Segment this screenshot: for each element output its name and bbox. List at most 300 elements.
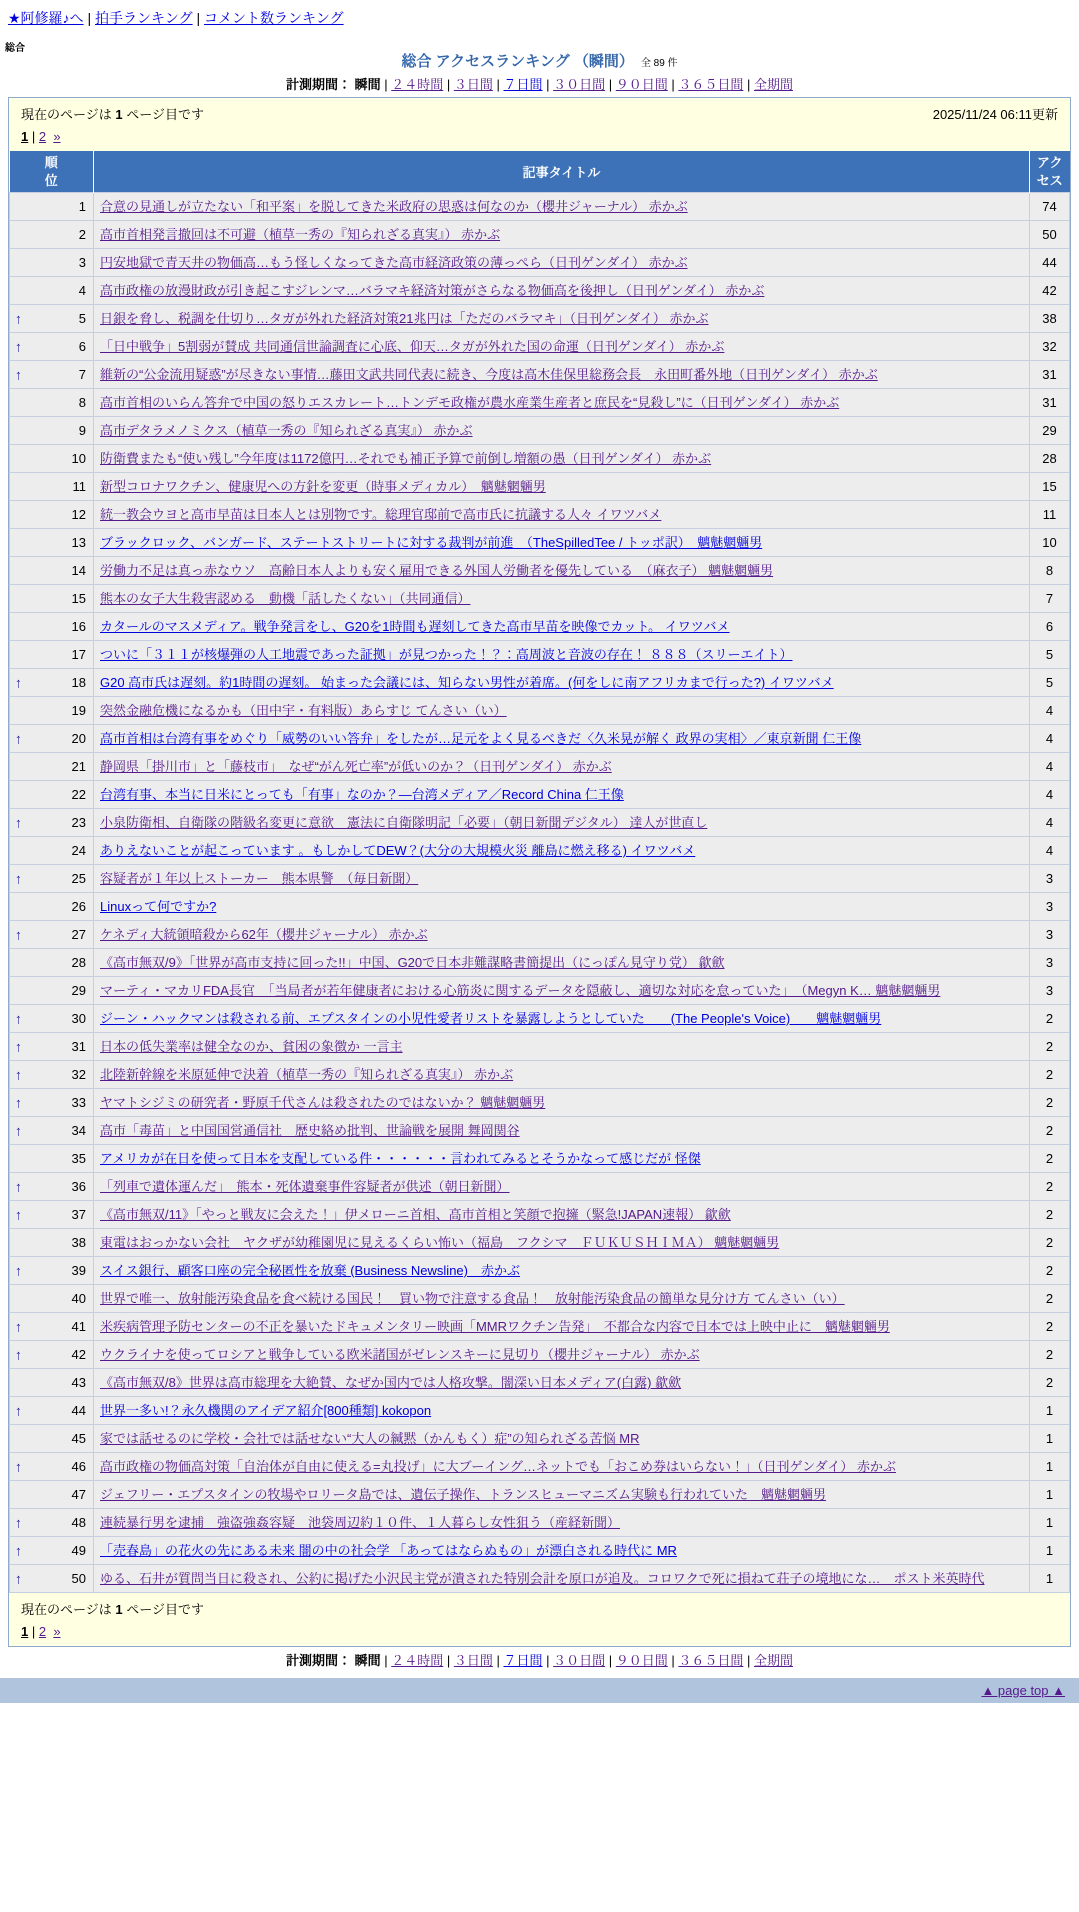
access-cell: 2 bbox=[1030, 1145, 1070, 1173]
rank-number: 37 bbox=[71, 1207, 86, 1223]
article-link[interactable]: ジーン・ハックマンは殺される前、エプスタインの小児性愛者リストを暴露しようとしていた (The People's Voice) 魑魅魍魎男 bbox=[100, 1011, 882, 1027]
rank-number: 10 bbox=[71, 451, 86, 467]
rank-cell bbox=[10, 949, 94, 977]
title-cell bbox=[94, 893, 1030, 921]
access-cell: 1 bbox=[1030, 1509, 1070, 1537]
article-link[interactable]: 「列車で遺体運んだ」 熊本・死体遺棄事件容疑者が供述（朝日新聞） bbox=[100, 1179, 510, 1195]
article-link[interactable]: 日本の低失業率は健全なのか、貧困の象徴か 一言主 bbox=[100, 1039, 403, 1055]
page-info-suffix: ページ目です bbox=[126, 107, 204, 122]
article-link[interactable]: 北陸新幹線を米原延伸で決着（植草一秀の『知られざる真実』） 赤かぶ bbox=[100, 1067, 514, 1083]
rank-cell bbox=[10, 1313, 94, 1341]
page-title-text: 総合 アクセスランキング （瞬間） bbox=[401, 53, 634, 70]
period-link[interactable]: ３日間 bbox=[453, 1653, 493, 1669]
access-cell: 3 bbox=[1030, 921, 1070, 949]
rank-cell bbox=[10, 865, 94, 893]
access-cell: 4 bbox=[1030, 753, 1070, 781]
title-cell bbox=[94, 221, 1030, 249]
title-cell bbox=[94, 725, 1030, 753]
rank-number: 23 bbox=[71, 815, 86, 831]
access-cell: 2 bbox=[1030, 1341, 1070, 1369]
article-link[interactable]: 台湾有事、本当に日米にとっても「有事」なのか？―台湾メディア／Record China 仁王像 bbox=[100, 787, 624, 803]
rank-cell bbox=[10, 473, 94, 501]
article-link[interactable]: 「日中戦争」5割弱が賛成 共同通信世論調査に心底、仰天…タガが外れた国の命運（日刊ゲンダイ） 赤かぶ bbox=[100, 339, 725, 355]
access-cell: 3 bbox=[1030, 865, 1070, 893]
title-cell bbox=[94, 1005, 1030, 1033]
article-link[interactable]: ウクライナを使ってロシアと戦争している欧米諸国がゼレンスキーに見切り（櫻井ジャーナル） 赤かぶ bbox=[100, 1347, 700, 1363]
title-cell bbox=[94, 669, 1030, 697]
access-cell: 3 bbox=[1030, 977, 1070, 1005]
separator: | bbox=[743, 1653, 754, 1669]
up-arrow-icon: ↑ bbox=[15, 1570, 22, 1587]
table-row bbox=[10, 641, 1070, 669]
period-link[interactable]: ３０日間 bbox=[553, 77, 606, 92]
period-bar-top bbox=[0, 71, 1079, 97]
rank-cell bbox=[10, 613, 94, 641]
article-link[interactable]: 高市政権の物価高対策「自治体が自由に使える=丸投げ」に大ブーイング…ネットでも「おこめ券はいらない！」（日刊ゲンダイ） 赤かぶ bbox=[100, 1459, 897, 1475]
page-info bbox=[21, 1599, 204, 1618]
access-cell: 4 bbox=[1030, 781, 1070, 809]
access-cell: 5 bbox=[1030, 669, 1070, 697]
rank-number: 9 bbox=[78, 423, 86, 439]
article-link[interactable]: 維新の“公金流用疑惑”が尽きない事情…藤田文武共同代表に続き、今度は高木佳保里総務会長 永田町番外地（日刊ゲンダイ） 赤かぶ bbox=[100, 367, 878, 383]
table-row bbox=[10, 249, 1070, 277]
title-cell bbox=[94, 445, 1030, 473]
article-link[interactable]: ヤマトシジミの研究者・野原千代さんは殺されたのではないか？ 魑魅魍魎男 bbox=[100, 1095, 546, 1111]
rank-number: 16 bbox=[71, 619, 86, 635]
table-row bbox=[10, 1117, 1070, 1145]
title-cell bbox=[94, 1145, 1030, 1173]
page-top-bar bbox=[0, 1678, 1079, 1703]
period-link[interactable]: 全期間 bbox=[754, 77, 794, 92]
up-arrow-icon: ↑ bbox=[15, 1122, 22, 1139]
pagination-current: 1 bbox=[21, 129, 29, 144]
separator: | bbox=[605, 77, 616, 92]
table-row bbox=[10, 949, 1070, 977]
table-row bbox=[10, 1397, 1070, 1425]
rank-cell bbox=[10, 697, 94, 725]
rank-number: 18 bbox=[71, 675, 86, 691]
page-info bbox=[21, 104, 204, 123]
article-link[interactable]: カタールのマスメディア。戦争発言をし、G20を1時間も遅刻してきた高市早苗を映像でカット。 イワツバメ bbox=[100, 619, 730, 635]
title-cell bbox=[94, 1453, 1030, 1481]
ranking-table bbox=[9, 151, 1070, 1593]
table-row bbox=[10, 1257, 1070, 1285]
title-cell bbox=[94, 1229, 1030, 1257]
article-link[interactable]: 統一教会ウヨと高市早苗は日本人とは別物です。総理官邸前で高市氏に抗議する人々 イワツバメ bbox=[100, 507, 662, 523]
article-link[interactable]: 小泉防衛相、自衛隊の階級名変更に意欲 憲法に自衛隊明記「必要」（朝日新聞デジタル） 達人が世直し bbox=[100, 815, 708, 831]
access-cell: 3 bbox=[1030, 893, 1070, 921]
article-link[interactable]: ケネディ大統領暗殺から62年（櫻井ジャーナル） 赤かぶ bbox=[100, 927, 428, 943]
access-cell: 29 bbox=[1030, 417, 1070, 445]
up-arrow-icon: ↑ bbox=[15, 310, 22, 327]
title-cell bbox=[94, 473, 1030, 501]
title-cell bbox=[94, 837, 1030, 865]
rank-number: 3 bbox=[78, 255, 86, 271]
table-header-row bbox=[10, 151, 1070, 193]
title-cell bbox=[94, 641, 1030, 669]
article-link[interactable]: 《高市無双/8》世界は高市総理を大絶賛、なぜか国内では人格攻撃。闇深い日本メディア(白露) 歙歛 bbox=[100, 1375, 682, 1391]
period-link[interactable]: ３０日間 bbox=[553, 1653, 606, 1669]
rank-cell bbox=[10, 893, 94, 921]
nav-link[interactable]: コメント数ランキング bbox=[204, 10, 344, 26]
rank-cell bbox=[10, 921, 94, 949]
title-cell bbox=[94, 557, 1030, 585]
pagination-link[interactable]: » bbox=[53, 129, 61, 144]
col-header-access bbox=[1030, 151, 1070, 193]
up-arrow-icon: ↑ bbox=[15, 926, 22, 943]
rank-number: 27 bbox=[71, 927, 86, 943]
access-cell: 31 bbox=[1030, 361, 1070, 389]
rank-cell bbox=[10, 1537, 94, 1565]
table-row bbox=[10, 501, 1070, 529]
article-link[interactable]: 世界で唯一、放射能汚染食品を食べ続ける国民！ 買い物で注意する食品！ 放射能汚染食品の簡単な見分け方 てんさい（い） bbox=[100, 1291, 845, 1307]
article-link[interactable]: 高市首相発言撤回は不可避（植草一秀の『知られざる真実』） 赤かぶ bbox=[100, 227, 501, 243]
pagination-current: 1 bbox=[21, 1624, 29, 1640]
page-top-link[interactable]: ▲ page top ▲ bbox=[981, 1683, 1065, 1699]
access-cell: 1 bbox=[1030, 1537, 1070, 1565]
article-link[interactable]: 容疑者が１年以上ストーカー 熊本県警 （毎日新聞） bbox=[100, 871, 419, 887]
access-cell: 7 bbox=[1030, 585, 1070, 613]
title-cell bbox=[94, 501, 1030, 529]
article-link[interactable]: 高市デタラメノミクス（植草一秀の『知られざる真実』） 赤かぶ bbox=[100, 423, 473, 439]
top-nav bbox=[0, 0, 1079, 33]
table-row bbox=[10, 1509, 1070, 1537]
rank-cell bbox=[10, 1285, 94, 1313]
rank-number: 6 bbox=[78, 339, 86, 355]
separator: | bbox=[542, 1653, 554, 1669]
table-row bbox=[10, 1481, 1070, 1509]
access-cell: 2 bbox=[1030, 1061, 1070, 1089]
up-arrow-icon: ↑ bbox=[15, 1318, 22, 1335]
rank-cell bbox=[10, 977, 94, 1005]
rank-number: 48 bbox=[71, 1515, 86, 1531]
rank-cell bbox=[10, 389, 94, 417]
table-row bbox=[10, 333, 1070, 361]
title-cell bbox=[94, 1397, 1030, 1425]
rank-number: 43 bbox=[71, 1375, 86, 1391]
rank-number: 2 bbox=[78, 227, 86, 243]
title-cell bbox=[94, 1061, 1030, 1089]
article-link[interactable]: 高市首相は台湾有事をめぐり「威勢のいい答弁」をしたが…足元をよく見るべきだ〈久米晃が解く 政界の実相〉／東京新聞 仁王像 bbox=[100, 731, 862, 747]
article-link[interactable]: 家では話せるのに学校・会社では話せない“大人の緘黙（かんもく）症”の知られざる苦悩 MR bbox=[100, 1431, 640, 1447]
article-link[interactable]: ブラックロック、バンガード、ステートストリートに対する裁判が前進 （TheSpilledTee / トッポ訳） 魑魅魍魎男 bbox=[100, 535, 763, 551]
table-row bbox=[10, 809, 1070, 837]
col-header-access-label: アクセス bbox=[1036, 155, 1063, 188]
period-link[interactable]: ３６５日間 bbox=[678, 77, 744, 92]
separator: | bbox=[192, 10, 204, 26]
article-link[interactable]: スイス銀行、顧客口座の完全秘匿性を放棄 (Business Newsline) 赤かぶ bbox=[100, 1263, 520, 1279]
col-header-rank-label: 順位 bbox=[44, 155, 58, 188]
title-cell bbox=[94, 697, 1030, 725]
rank-number: 24 bbox=[71, 843, 86, 859]
page-info-suffix: ページ目です bbox=[126, 1602, 204, 1618]
rank-number: 22 bbox=[71, 787, 86, 803]
article-link[interactable]: 連続暴行男を逮捕 強盗強姦容疑 池袋周辺約１０件、１人暮らし女性狙う（産経新聞） bbox=[100, 1515, 621, 1531]
title-cell bbox=[94, 1117, 1030, 1145]
access-cell: 2 bbox=[1030, 1229, 1070, 1257]
article-link[interactable]: G20 高市氏は遅刻。約1時間の遅刻。 始まった会議には、知らない男性が着席。(何をしに南アフリカまで行った?) イワツバメ bbox=[100, 675, 834, 691]
period-link[interactable]: ３日間 bbox=[453, 77, 493, 92]
table-row bbox=[10, 1173, 1070, 1201]
rank-number: 14 bbox=[71, 563, 86, 579]
rank-cell bbox=[10, 585, 94, 613]
access-cell: 4 bbox=[1030, 697, 1070, 725]
period-link[interactable]: ７日間 bbox=[503, 1653, 543, 1669]
table-row bbox=[10, 221, 1070, 249]
rank-cell bbox=[10, 1369, 94, 1397]
access-cell: 44 bbox=[1030, 249, 1070, 277]
article-link[interactable]: 熊本の女子大生殺害認める 動機「話したくない」（共同通信） bbox=[100, 591, 471, 607]
article-link[interactable]: ついに「３１１が核爆弾の人工地震であった証拠」が見つかった！？：高周波と音波の存在！ ８８８（スリーエイト） bbox=[100, 647, 793, 663]
table-row bbox=[10, 529, 1070, 557]
rank-cell bbox=[10, 1145, 94, 1173]
col-header-rank bbox=[10, 151, 94, 193]
up-arrow-icon: ↑ bbox=[15, 1178, 22, 1195]
rank-number: 8 bbox=[78, 395, 86, 411]
separator: | bbox=[28, 129, 39, 144]
table-row bbox=[10, 1313, 1070, 1341]
article-link[interactable]: 労働力不足は真っ赤なウソ 高齢日本人よりも安く雇用できる外国人労働者を優先している （麻衣子） 魑魅魍魎男 bbox=[100, 563, 774, 579]
rank-number: 31 bbox=[71, 1039, 86, 1055]
access-cell: 1 bbox=[1030, 1565, 1070, 1593]
table-row bbox=[10, 1341, 1070, 1369]
rank-cell bbox=[10, 725, 94, 753]
table-row bbox=[10, 1005, 1070, 1033]
table-row bbox=[10, 753, 1070, 781]
table-row bbox=[10, 697, 1070, 725]
access-cell: 2 bbox=[1030, 1033, 1070, 1061]
period-link[interactable]: ２４時間 bbox=[391, 1653, 444, 1669]
pagination-link[interactable]: 2 bbox=[38, 129, 47, 144]
access-cell: 4 bbox=[1030, 809, 1070, 837]
rank-cell bbox=[10, 445, 94, 473]
rank-number: 45 bbox=[71, 1431, 86, 1447]
title-cell bbox=[94, 1425, 1030, 1453]
nav-link[interactable]: 拍手ランキング bbox=[94, 10, 193, 26]
category-label: 総合 bbox=[5, 43, 25, 54]
up-arrow-icon: ↑ bbox=[15, 338, 22, 355]
rank-number: 36 bbox=[71, 1179, 86, 1195]
table-row bbox=[10, 389, 1070, 417]
page-info-prefix: 現在のページは bbox=[21, 1602, 112, 1618]
access-cell: 10 bbox=[1030, 529, 1070, 557]
access-cell: 1 bbox=[1030, 1453, 1070, 1481]
table-row bbox=[10, 361, 1070, 389]
rank-cell bbox=[10, 1341, 94, 1369]
rank-cell bbox=[10, 669, 94, 697]
table-row bbox=[10, 1425, 1070, 1453]
table-row bbox=[10, 1089, 1070, 1117]
rank-number: 32 bbox=[71, 1067, 86, 1083]
table-row bbox=[10, 417, 1070, 445]
title-cell bbox=[94, 921, 1030, 949]
table-row bbox=[10, 193, 1070, 221]
article-link[interactable]: ありえないことが起こっています 。もしかしてDEW？(大分の大規模火災 離島に燃え移る) イワツバメ bbox=[100, 843, 696, 859]
article-link[interactable]: 「売春島」の花火の先にある未来 闇の中の社会学 「あってはならぬもの」が漂白される時代に MR bbox=[100, 1543, 677, 1559]
table-row bbox=[10, 1369, 1070, 1397]
rank-number: 35 bbox=[71, 1151, 86, 1167]
rank-cell bbox=[10, 753, 94, 781]
title-cell bbox=[94, 613, 1030, 641]
rank-cell bbox=[10, 781, 94, 809]
title-cell bbox=[94, 529, 1030, 557]
access-cell: 11 bbox=[1030, 501, 1070, 529]
rank-number: 7 bbox=[78, 367, 86, 383]
separator: | bbox=[28, 1624, 39, 1640]
rank-cell bbox=[10, 1425, 94, 1453]
rank-cell bbox=[10, 1509, 94, 1537]
title-cell bbox=[94, 249, 1030, 277]
access-cell: 5 bbox=[1030, 641, 1070, 669]
title-cell bbox=[94, 1173, 1030, 1201]
title-cell bbox=[94, 305, 1030, 333]
access-cell: 8 bbox=[1030, 557, 1070, 585]
table-row bbox=[10, 669, 1070, 697]
rank-cell bbox=[10, 1481, 94, 1509]
access-cell: 6 bbox=[1030, 613, 1070, 641]
period-link[interactable]: 全期間 bbox=[754, 1653, 794, 1669]
article-link[interactable]: Linuxって何ですか? bbox=[100, 899, 217, 915]
rank-cell bbox=[10, 1117, 94, 1145]
rank-cell bbox=[10, 529, 94, 557]
article-link[interactable]: 米疾病管理予防センターの不正を暴いたドキュメンタリー映画「MMRワクチン告発」 不都合な内容で日本では上映中止に 魑魅魍魎男 bbox=[100, 1319, 890, 1335]
table-row bbox=[10, 725, 1070, 753]
access-cell: 28 bbox=[1030, 445, 1070, 473]
access-cell: 2 bbox=[1030, 1117, 1070, 1145]
article-link[interactable]: ゆる、石井が質問当日に殺され、公約に掲げた小沢民主党が潰された特別会計を原口が追及。コロワクで死に損ねて荘子の境地にな… ポスト米英時代 bbox=[100, 1571, 985, 1587]
table-row bbox=[10, 445, 1070, 473]
rank-number: 20 bbox=[71, 731, 86, 747]
title-cell bbox=[94, 1313, 1030, 1341]
page-info-number: 1 bbox=[115, 107, 123, 122]
table-row bbox=[10, 1145, 1070, 1173]
title-cell bbox=[94, 1509, 1030, 1537]
article-link[interactable]: アメリカが在日を使って日本を支配している件・・・・・・言われてみるとそうかなって感じだが 怪傑 bbox=[100, 1151, 701, 1167]
separator: | bbox=[492, 1653, 504, 1669]
table-row bbox=[10, 1537, 1070, 1565]
rank-cell bbox=[10, 221, 94, 249]
access-cell: 1 bbox=[1030, 1397, 1070, 1425]
access-cell: 2 bbox=[1030, 1285, 1070, 1313]
article-link[interactable]: 突然金融危機になるかも（田中宇・有料版）あらすじ てんさい（い） bbox=[100, 703, 507, 719]
page-info-number: 1 bbox=[115, 1602, 123, 1618]
article-link[interactable]: 新型コロナワクチン、健康児への方針を変更（時事メディカル） 魑魅魍魎男 bbox=[100, 479, 546, 495]
title-cell bbox=[94, 417, 1030, 445]
up-arrow-icon: ↑ bbox=[15, 1094, 22, 1111]
up-arrow-icon: ↑ bbox=[15, 1010, 22, 1027]
nav-link[interactable]: ★阿修羅♪へ bbox=[8, 10, 84, 26]
access-cell: 32 bbox=[1030, 333, 1070, 361]
access-cell: 50 bbox=[1030, 221, 1070, 249]
article-link[interactable]: 静岡県「掛川市」と「藤枝市」 なぜ“がん死亡率”が低いのか？（日刊ゲンダイ） 赤かぶ bbox=[100, 759, 612, 775]
pagination-link[interactable]: 2 bbox=[38, 1624, 47, 1640]
up-arrow-icon: ↑ bbox=[15, 1262, 22, 1279]
page-info-bar-bottom bbox=[9, 1593, 1070, 1646]
article-link[interactable]: 東電はおっかない会社 ヤクザが幼稚園児に見えるくらい怖い（福島 フクシマ ＦＵＫＵＳＨＩＭＡ） 魑魅魍魎男 bbox=[100, 1235, 780, 1251]
period-link[interactable]: ３６５日間 bbox=[678, 1653, 744, 1669]
rank-number: 42 bbox=[71, 1347, 86, 1363]
period-link[interactable]: ９０日間 bbox=[615, 77, 668, 92]
article-link[interactable]: マーティ・マカリFDA長官 「当局者が若年健康者における心筋炎に関するデータを隠蔽し、適切な対応を怠っていた」 （Megyn K… 魑魅魍魎男 bbox=[100, 983, 941, 999]
access-cell: 2 bbox=[1030, 1201, 1070, 1229]
rank-cell bbox=[10, 557, 94, 585]
rank-cell bbox=[10, 277, 94, 305]
article-link[interactable]: 日銀を脅し、税調を仕切り…タガが外れた経済対策21兆円は「ただのバラマキ」（日刊ゲンダイ） 赤かぶ bbox=[100, 311, 709, 327]
access-cell: 2 bbox=[1030, 1313, 1070, 1341]
period-current: 瞬間 bbox=[354, 1653, 381, 1669]
article-link[interactable]: 防衛費またも“使い残し”今年度は1172億円…それでも補正予算で前倒し増額の愚（日刊ゲンダイ） 赤かぶ bbox=[100, 451, 712, 467]
rank-number: 33 bbox=[71, 1095, 86, 1111]
separator: | bbox=[605, 1653, 616, 1669]
rank-cell bbox=[10, 1257, 94, 1285]
rank-number: 40 bbox=[71, 1291, 86, 1307]
article-link[interactable]: 《高市無双/9》「世界が高市支持に回った!!」中国、G20で日本非難謀略書簡提出（にっぽん見守り党） 歙歛 bbox=[100, 955, 725, 971]
table-row bbox=[10, 781, 1070, 809]
separator: | bbox=[443, 1653, 454, 1669]
up-arrow-icon: ↑ bbox=[15, 674, 22, 691]
rank-number: 12 bbox=[71, 507, 86, 523]
article-link[interactable]: 高市政権の放漫財政が引き起こすジレンマ…バラマキ経済対策がさらなる物価高を後押し（日刊ゲンダイ） 赤かぶ bbox=[100, 283, 765, 299]
article-link[interactable]: 世界一多い!？永久機関のアイデア紹介[800種類] kokopon bbox=[100, 1403, 432, 1419]
separator: | bbox=[443, 77, 454, 92]
rank-number: 25 bbox=[71, 871, 86, 887]
access-cell: 1 bbox=[1030, 1425, 1070, 1453]
rank-cell bbox=[10, 1201, 94, 1229]
pagination-link[interactable]: » bbox=[53, 1624, 61, 1640]
separator: | bbox=[667, 77, 679, 92]
article-link[interactable]: 合意の見通しが立たない「和平案」を脱してきた米政府の思惑は何なのか（櫻井ジャーナル） 赤かぶ bbox=[100, 199, 688, 215]
title-cell bbox=[94, 361, 1030, 389]
article-link[interactable]: 高市首相のいらん答弁で中国の怒りエスカレート…トンデモ政権が農水産業生産者と庶民を“見殺し”に（日刊ゲンダイ） 赤かぶ bbox=[100, 395, 840, 411]
period-label: 計測期間： bbox=[285, 1653, 351, 1669]
period-link[interactable]: ２４時間 bbox=[391, 77, 444, 92]
rank-cell bbox=[10, 249, 94, 277]
access-cell: 3 bbox=[1030, 949, 1070, 977]
rank-number: 39 bbox=[71, 1263, 86, 1279]
page-title bbox=[0, 50, 1079, 71]
article-link[interactable]: 《高市無双/11》「やっと戦友に会えた！」伊メローニ首相、高市首相と笑顔で抱擁（緊急!JAPAN速報） 歙歛 bbox=[100, 1207, 731, 1223]
title-cell bbox=[94, 865, 1030, 893]
rank-cell bbox=[10, 1453, 94, 1481]
rank-number: 5 bbox=[78, 311, 86, 327]
up-arrow-icon: ↑ bbox=[15, 366, 22, 383]
rank-cell bbox=[10, 1173, 94, 1201]
rank-number: 4 bbox=[78, 283, 86, 299]
article-link[interactable]: 高市「毒苗」と中国国営通信社 歴史絡め批判、世論戦を展開 舞岡関谷 bbox=[100, 1123, 520, 1139]
period-link[interactable]: ９０日間 bbox=[615, 1653, 668, 1669]
table-row bbox=[10, 1285, 1070, 1313]
rank-number: 30 bbox=[71, 1011, 86, 1027]
title-cell bbox=[94, 1201, 1030, 1229]
rank-cell bbox=[10, 1229, 94, 1257]
title-cell bbox=[94, 809, 1030, 837]
rank-number: 28 bbox=[71, 955, 86, 971]
period-link[interactable]: ７日間 bbox=[503, 77, 543, 92]
table-row bbox=[10, 1201, 1070, 1229]
article-link[interactable]: 円安地獄で青天井の物価高…もう怪しくなってきた高市経済政策の薄っぺら（日刊ゲンダイ） 赤かぶ bbox=[100, 255, 688, 271]
pagination-top bbox=[21, 123, 1058, 144]
rank-number: 34 bbox=[71, 1123, 86, 1139]
table-row bbox=[10, 557, 1070, 585]
article-link[interactable]: ジェフリー・エプスタインの牧場やロリータ島では、遺伝子操作、トランスヒューマニズム実験も行われていた 魑魅魍魎男 bbox=[100, 1487, 827, 1503]
up-arrow-icon: ↑ bbox=[15, 1402, 22, 1419]
pagination-bottom bbox=[21, 1618, 1058, 1639]
table-row bbox=[10, 1229, 1070, 1257]
rank-number: 15 bbox=[71, 591, 86, 607]
separator: | bbox=[380, 1653, 392, 1669]
table-row bbox=[10, 977, 1070, 1005]
rank-number: 29 bbox=[71, 983, 86, 999]
